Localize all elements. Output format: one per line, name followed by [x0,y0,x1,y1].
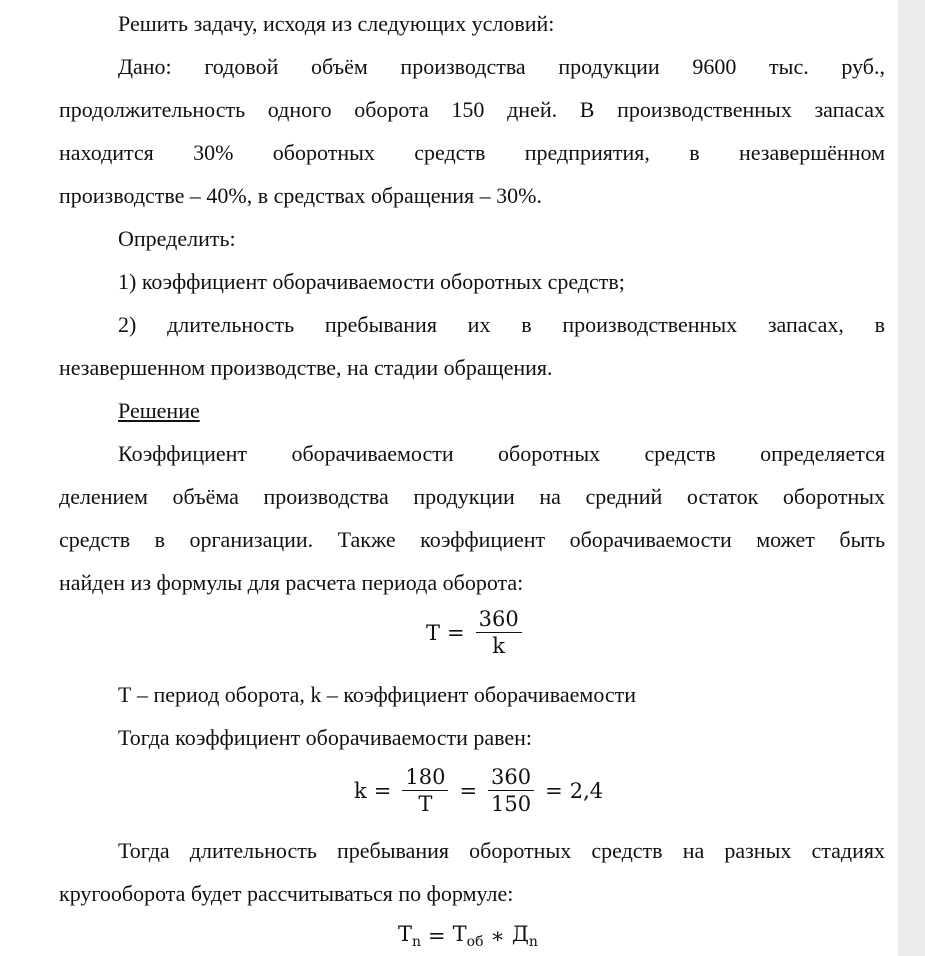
formula-period [426,606,526,659]
formula-period-numerator: 360 [478,607,519,631]
fraction-1-denominator: Т [418,792,433,817]
formula-coefficient-equals-3: = [545,778,563,803]
given-line-4: производстве – 40%, в средствах обращения – 30%. [59,183,542,208]
formula-period-fraction [476,606,522,659]
formula-stage-share [512,922,538,950]
formula-stage-lhs [398,922,421,950]
formula-stage-turnover-symbol: Т [452,922,467,946]
question-2-line-1: 2) длительность пребывания их в производственных запасах, в [118,312,885,337]
duration-line-2: кругооборота будет рассчитываться по формуле: [59,881,514,906]
fraction-2-numerator: 360 [491,765,532,789]
coefficient-intro: Тогда коэффициент оборачиваемости равен: [118,725,533,750]
formula-stage-turnover [453,922,484,950]
formula-coefficient-equals-1: = [373,778,392,803]
formula-stage-share-subscript: n [528,934,538,950]
solution-line-1: Коэффициент оборачиваемости оборотных средств определяется [118,441,885,466]
formula-coefficient-fraction-2 [488,764,534,817]
question-2-line-2: незавершенном производстве, на стадии обращения. [59,355,553,380]
determine-heading: Определить: [118,226,236,251]
formula-period-equals: = [447,620,465,645]
formula-stage-turnover-subscript: об [466,934,484,950]
question-1: 1) коэффициент оборачиваемости оборотных средств; [118,269,625,294]
formula-stage-lhs-symbol: Т [398,922,413,946]
formula-coefficient [354,764,603,817]
solution-line-4: найден из формулы для расчета периода оборота: [59,570,524,595]
page-margin-strip [898,0,925,956]
variable-legend: Т – период оборота, k – коэффициент оборачиваемости [118,682,637,707]
formula-stage-lhs-subscript: n [412,934,422,950]
formula-stage-duration [398,922,538,950]
formula-period-lhs: Т [426,620,441,645]
given-line-2: продолжительность одного оборота 150 дней. В производственных запасах [59,97,885,122]
formula-coefficient-lhs: k [354,778,367,803]
formula-stage-multiply: ∗ [490,924,505,948]
solution-heading-text: Решение [118,398,200,423]
solution-line-2: делением объёма производства продукции на средний остаток оборотных [59,484,885,509]
formula-coefficient-fraction-1 [402,764,448,817]
duration-line-1: Тогда длительность пребывания оборотных средств на разных стадиях [118,838,885,863]
formula-stage-equals: = [428,924,446,948]
formula-coefficient-result: 2,4 [569,778,604,803]
given-line-3: находится 30% оборотных средств предприятия, в незавершённом [59,140,885,165]
task-intro: Решить задачу, исходя из следующих условий: [118,11,555,36]
formula-stage-share-symbol: Д [511,922,529,946]
formula-coefficient-equals-2: = [459,778,478,803]
formula-period-denominator: k [492,634,506,659]
given-line-1: Дано: годовой объём производства продукции 9600 тыс. руб., [118,54,885,79]
solution-line-3: средств в организации. Также коэффициент оборачиваемости может быть [59,527,885,552]
solution-heading [59,389,885,432]
fraction-1-numerator: 180 [405,765,446,789]
fraction-2-denominator: 150 [491,792,532,817]
